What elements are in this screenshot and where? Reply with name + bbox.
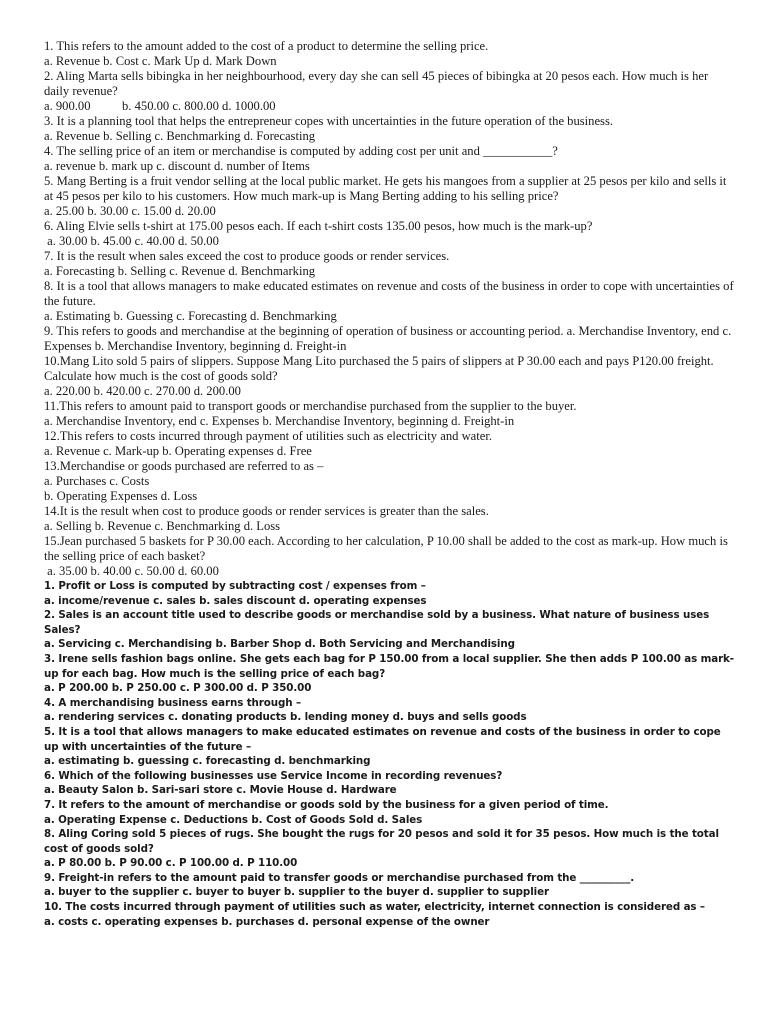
choices-8: a. Estimating b. Guessing c. Forecasting d. Benchmarking [44, 309, 337, 323]
choices-4: a. revenue b. mark up c. discount d. number of Items [44, 159, 310, 173]
question-7: 7. It is the result when sales exceed the cost to produce goods or render services. [44, 249, 450, 263]
question-15: 15.Jean purchased 5 baskets for P 30.00 each. According to her calculation, P 10.00 shall be added to the cost as mark-up. How much is the selling price of each basket? [44, 534, 732, 563]
question-1: 1. This refers to the amount added to the cost of a product to determine the selling price. [44, 39, 489, 53]
question-2: 2. Aling Marta sells bibingka in her neighbourhood, every day she can sell 45 pieces of bibingka at 20 pesos each. How much is her daily revenue? [44, 69, 712, 98]
choices-5: a. estimating b. guessing c. forecasting d. benchmarking [44, 755, 371, 768]
choices-13b: b. Operating Expenses d. Loss [44, 489, 198, 503]
question-8: 8. Aling Coring sold 5 pieces of rugs. She bought the rugs for 20 pesos and sold it for 35 pesos. How much is the total cost of goods sold? [44, 828, 723, 855]
choices-7: a. Forecasting b. Selling c. Revenue d. Benchmarking [44, 264, 316, 278]
choices-13a: a. Purchases c. Costs [44, 474, 150, 488]
choices-6: a. Beauty Salon b. Sari-sari store c. Movie House d. Hardware [44, 784, 397, 797]
quiz-part-2 [44, 579, 734, 929]
choices-11: a. Merchandise Inventory, end c. Expenses b. Merchandise Inventory, beginning d. Freight-in [44, 414, 515, 428]
choices-12: a. Revenue c. Mark-up b. Operating expenses d. Free [44, 444, 312, 458]
choices-7: a. Operating Expense c. Deductions b. Cost of Goods Sold d. Sales [44, 813, 423, 826]
choices-2: a. 900.00 b. 450.00 c. 800.00 d. 1000.00 [44, 99, 276, 113]
choices-5: a. 25.00 b. 30.00 c. 15.00 d. 20.00 [44, 204, 216, 218]
choices-10: a. costs c. operating expenses b. purchases d. personal expense of the owner [44, 915, 490, 928]
question-6: 6. Which of the following businesses use Service Income in recording revenues? [44, 769, 503, 782]
question-4: 4. A merchandising business earns through – [44, 696, 302, 709]
question-1: 1. Profit or Loss is computed by subtracting cost / expenses from – [44, 580, 426, 592]
question-3: 3. Irene sells fashion bags online. She gets each bag for P 150.00 from a local supplier. She then adds P 100.00 as mark-up for each bag. How much is the selling price of each bag? [44, 652, 734, 680]
question-6: 6. Aling Elvie sells t-shirt at 175.00 pesos each. If each t-shirt costs 135.00 pesos, how much is the mark-up? [44, 219, 593, 233]
choices-2: a. Servicing c. Merchandising b. Barber Shop d. Both Servicing and Merchandising [44, 638, 515, 651]
choices-4: a. rendering services c. donating products b. lending money d. buys and sells goods [44, 711, 527, 724]
question-14: 14.It is the result when cost to produce goods or render services is greater than the sales. [44, 504, 489, 518]
choices-8: a. P 80.00 b. P 90.00 c. P 100.00 d. P 110.00 [44, 857, 298, 870]
question-9: 9. Freight-in refers to the amount paid to transfer goods or merchandise purchased from the __________. [44, 871, 635, 884]
choices-9: a. buyer to the supplier c. buyer to buyer b. supplier to the buyer d. supplier to supplier [44, 886, 549, 899]
question-4: 4. The selling price of an item or merchandise is computed by adding cost per unit and ___________? [44, 144, 558, 158]
question-5: 5. It is a tool that allows managers to make educated estimates on revenue and costs of the business in order to cope up with uncertainties of the future – [44, 725, 725, 753]
choices-10: a. 220.00 b. 420.00 c. 270.00 d. 200.00 [44, 384, 241, 398]
choices-14: a. Selling b. Revenue c. Benchmarking d. Loss [44, 519, 281, 533]
choices-1: a. income/revenue c. sales b. sales discount d. operating expenses [44, 594, 427, 607]
question-9: 9. This refers to goods and merchandise at the beginning of operation of business or accounting period. a. Merchandise Inventory, end c. Expenses b. Merchandise Inventory, beginning d. Freight-in [44, 324, 735, 353]
question-3: 3. It is a planning tool that helps the entrepreneur copes with uncertainties in the future operation of the business. [44, 114, 614, 128]
question-10: 10.Mang Lito sold 5 pairs of slippers. Suppose Mang Lito purchased the 5 pairs of slippers at P 30.00 each and pays P120.00 freight. Calculate how much is the cost of goods sold? [44, 354, 717, 383]
choices-15: a. 35.00 b. 40.00 c. 50.00 d. 60.00 [44, 564, 219, 578]
question-5: 5. Mang Berting is a fruit vendor selling at the local public market. He gets his mangoes from a supplier at 25 pesos per kilo and sells it at 45 pesos per kilo to his customers. How much mark-up is Mang Berting adding to his selling price? [44, 174, 730, 203]
question-8: 8. It is a tool that allows managers to make educated estimates on revenue and costs of the business in order to cope with uncertainties of the future. [44, 279, 737, 308]
quiz-part-1 [44, 39, 737, 579]
question-7: 7. It refers to the amount of merchandise or goods sold by the business for a given period of time. [44, 798, 609, 811]
choices-6: a. 30.00 b. 45.00 c. 40.00 d. 50.00 [44, 234, 219, 248]
question-13: 13.Merchandise or goods purchased are referred to as – [44, 459, 324, 473]
choices-3: a. P 200.00 b. P 250.00 c. P 300.00 d. P 350.00 [44, 682, 312, 695]
choices-1: a. Revenue b. Cost c. Mark Up d. Mark Down [44, 54, 277, 68]
choices-3: a. Revenue b. Selling c. Benchmarking d. Forecasting [44, 129, 316, 143]
document-page [44, 39, 737, 929]
question-11: 11.This refers to amount paid to transport goods or merchandise purchased from the supplier to the buyer. [44, 399, 577, 413]
question-12: 12.This refers to costs incurred through payment of utilities such as electricity and water. [44, 429, 493, 443]
question-10: 10. The costs incurred through payment of utilities such as water, electricity, internet connection is considered as – [44, 901, 705, 914]
question-2: 2. Sales is an account title used to describe goods or merchandise sold by a business. What nature of business uses Sales? [44, 609, 713, 636]
